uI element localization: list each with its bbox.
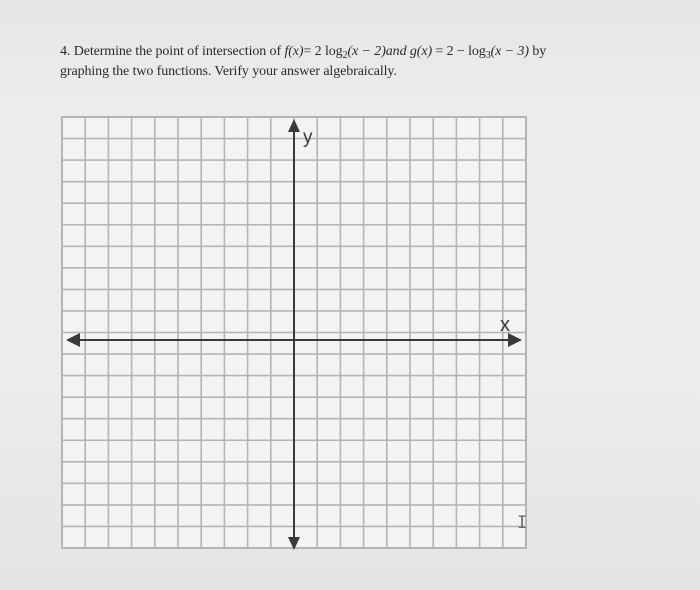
g-function-name: g(x) bbox=[409, 44, 433, 59]
g-argument: (x − 3) bbox=[490, 44, 529, 59]
f-argument: (x − 2) bbox=[347, 44, 386, 59]
g-log-base: 3 bbox=[485, 50, 491, 61]
text-cursor-icon: I bbox=[517, 513, 528, 533]
f-log-base: 2 bbox=[342, 50, 348, 61]
x-axis-label: x bbox=[500, 314, 510, 336]
g-equals: = 2 − log bbox=[435, 44, 486, 59]
and-word: and bbox=[385, 44, 407, 59]
question-number: 4. bbox=[60, 44, 71, 59]
question-prompt: Determine the point of intersection of bbox=[73, 44, 282, 59]
question-line-2: graphing the two functions. Verify your answer algebraically. bbox=[60, 64, 397, 79]
by-word: by bbox=[532, 44, 547, 59]
f-function-name: f(x) bbox=[284, 44, 304, 59]
y-axis-label: y bbox=[303, 127, 313, 148]
f-equals: = 2 log bbox=[303, 44, 343, 59]
